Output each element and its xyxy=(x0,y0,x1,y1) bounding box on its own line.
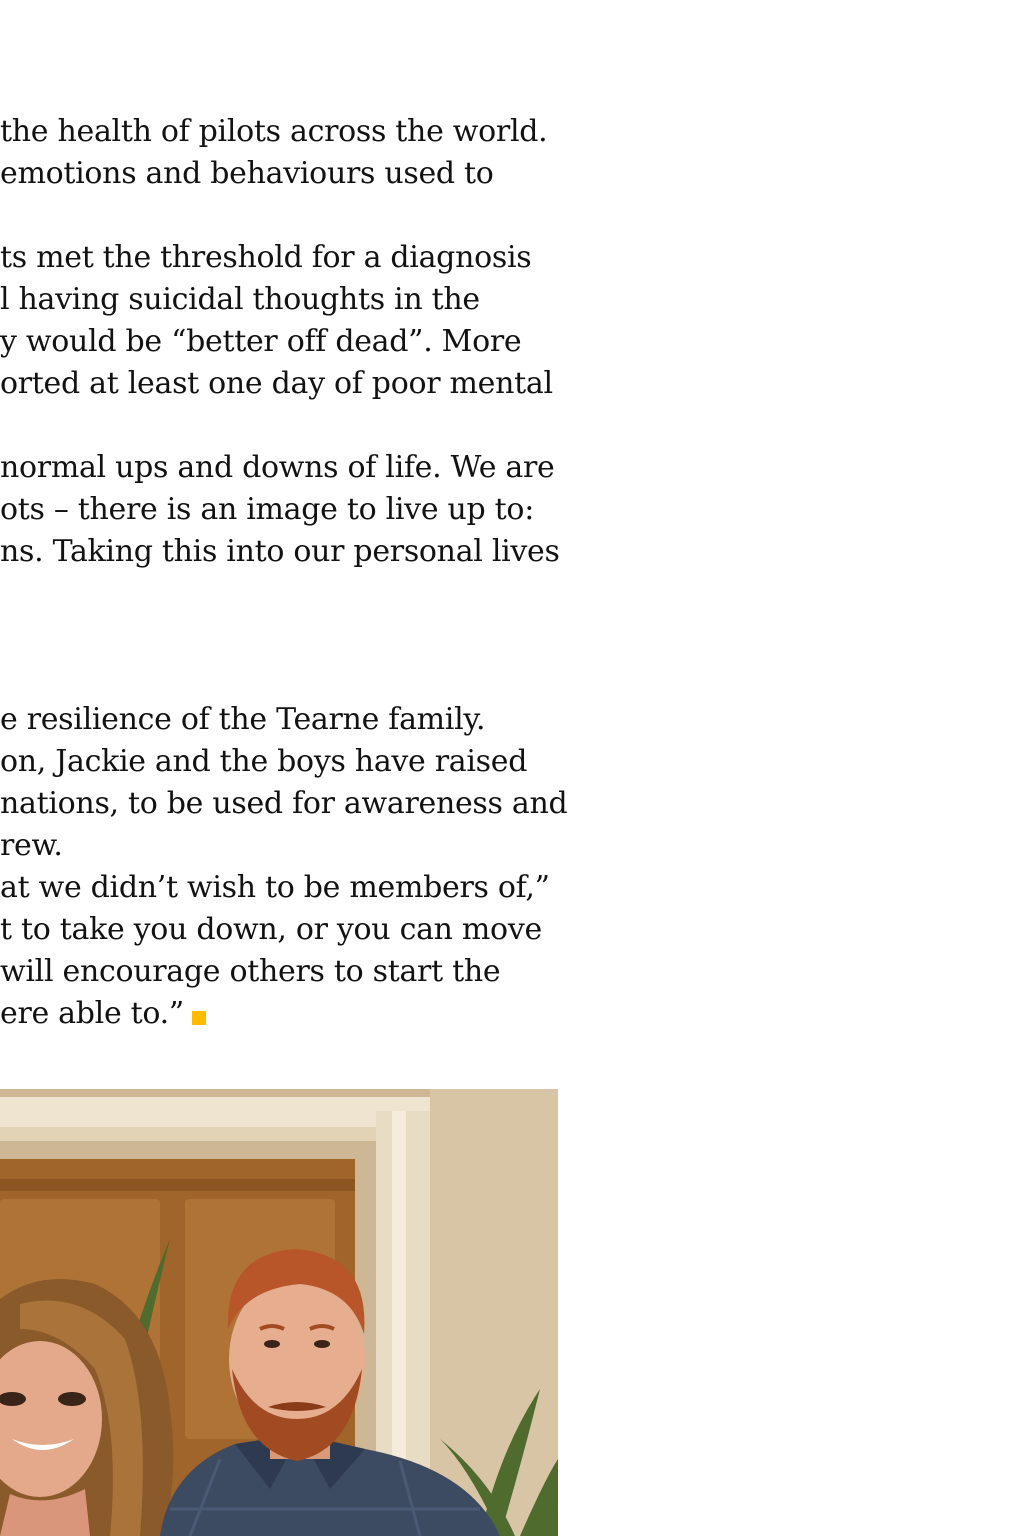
body-text-line: orted at least one day of poor mental xyxy=(0,366,553,401)
body-text-line: at we didn’t wish to be members of,” xyxy=(0,870,550,905)
article-end-marker xyxy=(192,1011,206,1025)
body-text-line: the health of pilots across the world. xyxy=(0,114,548,149)
body-text-line: y would be “better off dead”. More xyxy=(0,324,522,359)
photo-illustration xyxy=(0,1089,558,1536)
body-text-line: ts met the threshold for a diagnosis xyxy=(0,240,532,275)
body-text-line: normal ups and downs of life. We are xyxy=(0,450,555,485)
body-text-line: ots – there is an image to live up to: xyxy=(0,492,535,527)
body-text-line: on, Jackie and the boys have raised xyxy=(0,744,528,779)
body-text-line: rew. xyxy=(0,828,63,863)
body-text-line: will encourage others to start the xyxy=(0,954,501,989)
body-text-line: t to take you down, or you can move xyxy=(0,912,542,947)
body-text-line: e resilience of the Tearne family. xyxy=(0,702,486,737)
body-text-line: nations, to be used for awareness and xyxy=(0,786,568,821)
body-text-line-final xyxy=(0,993,206,1035)
body-text-line-final-text: ere able to.” xyxy=(0,996,184,1031)
body-text-line: emotions and behaviours used to xyxy=(0,156,494,191)
body-text-line: ns. Taking this into our personal lives xyxy=(0,534,560,569)
body-text-line: l having suicidal thoughts in the xyxy=(0,282,480,317)
article-photo xyxy=(0,1089,558,1536)
